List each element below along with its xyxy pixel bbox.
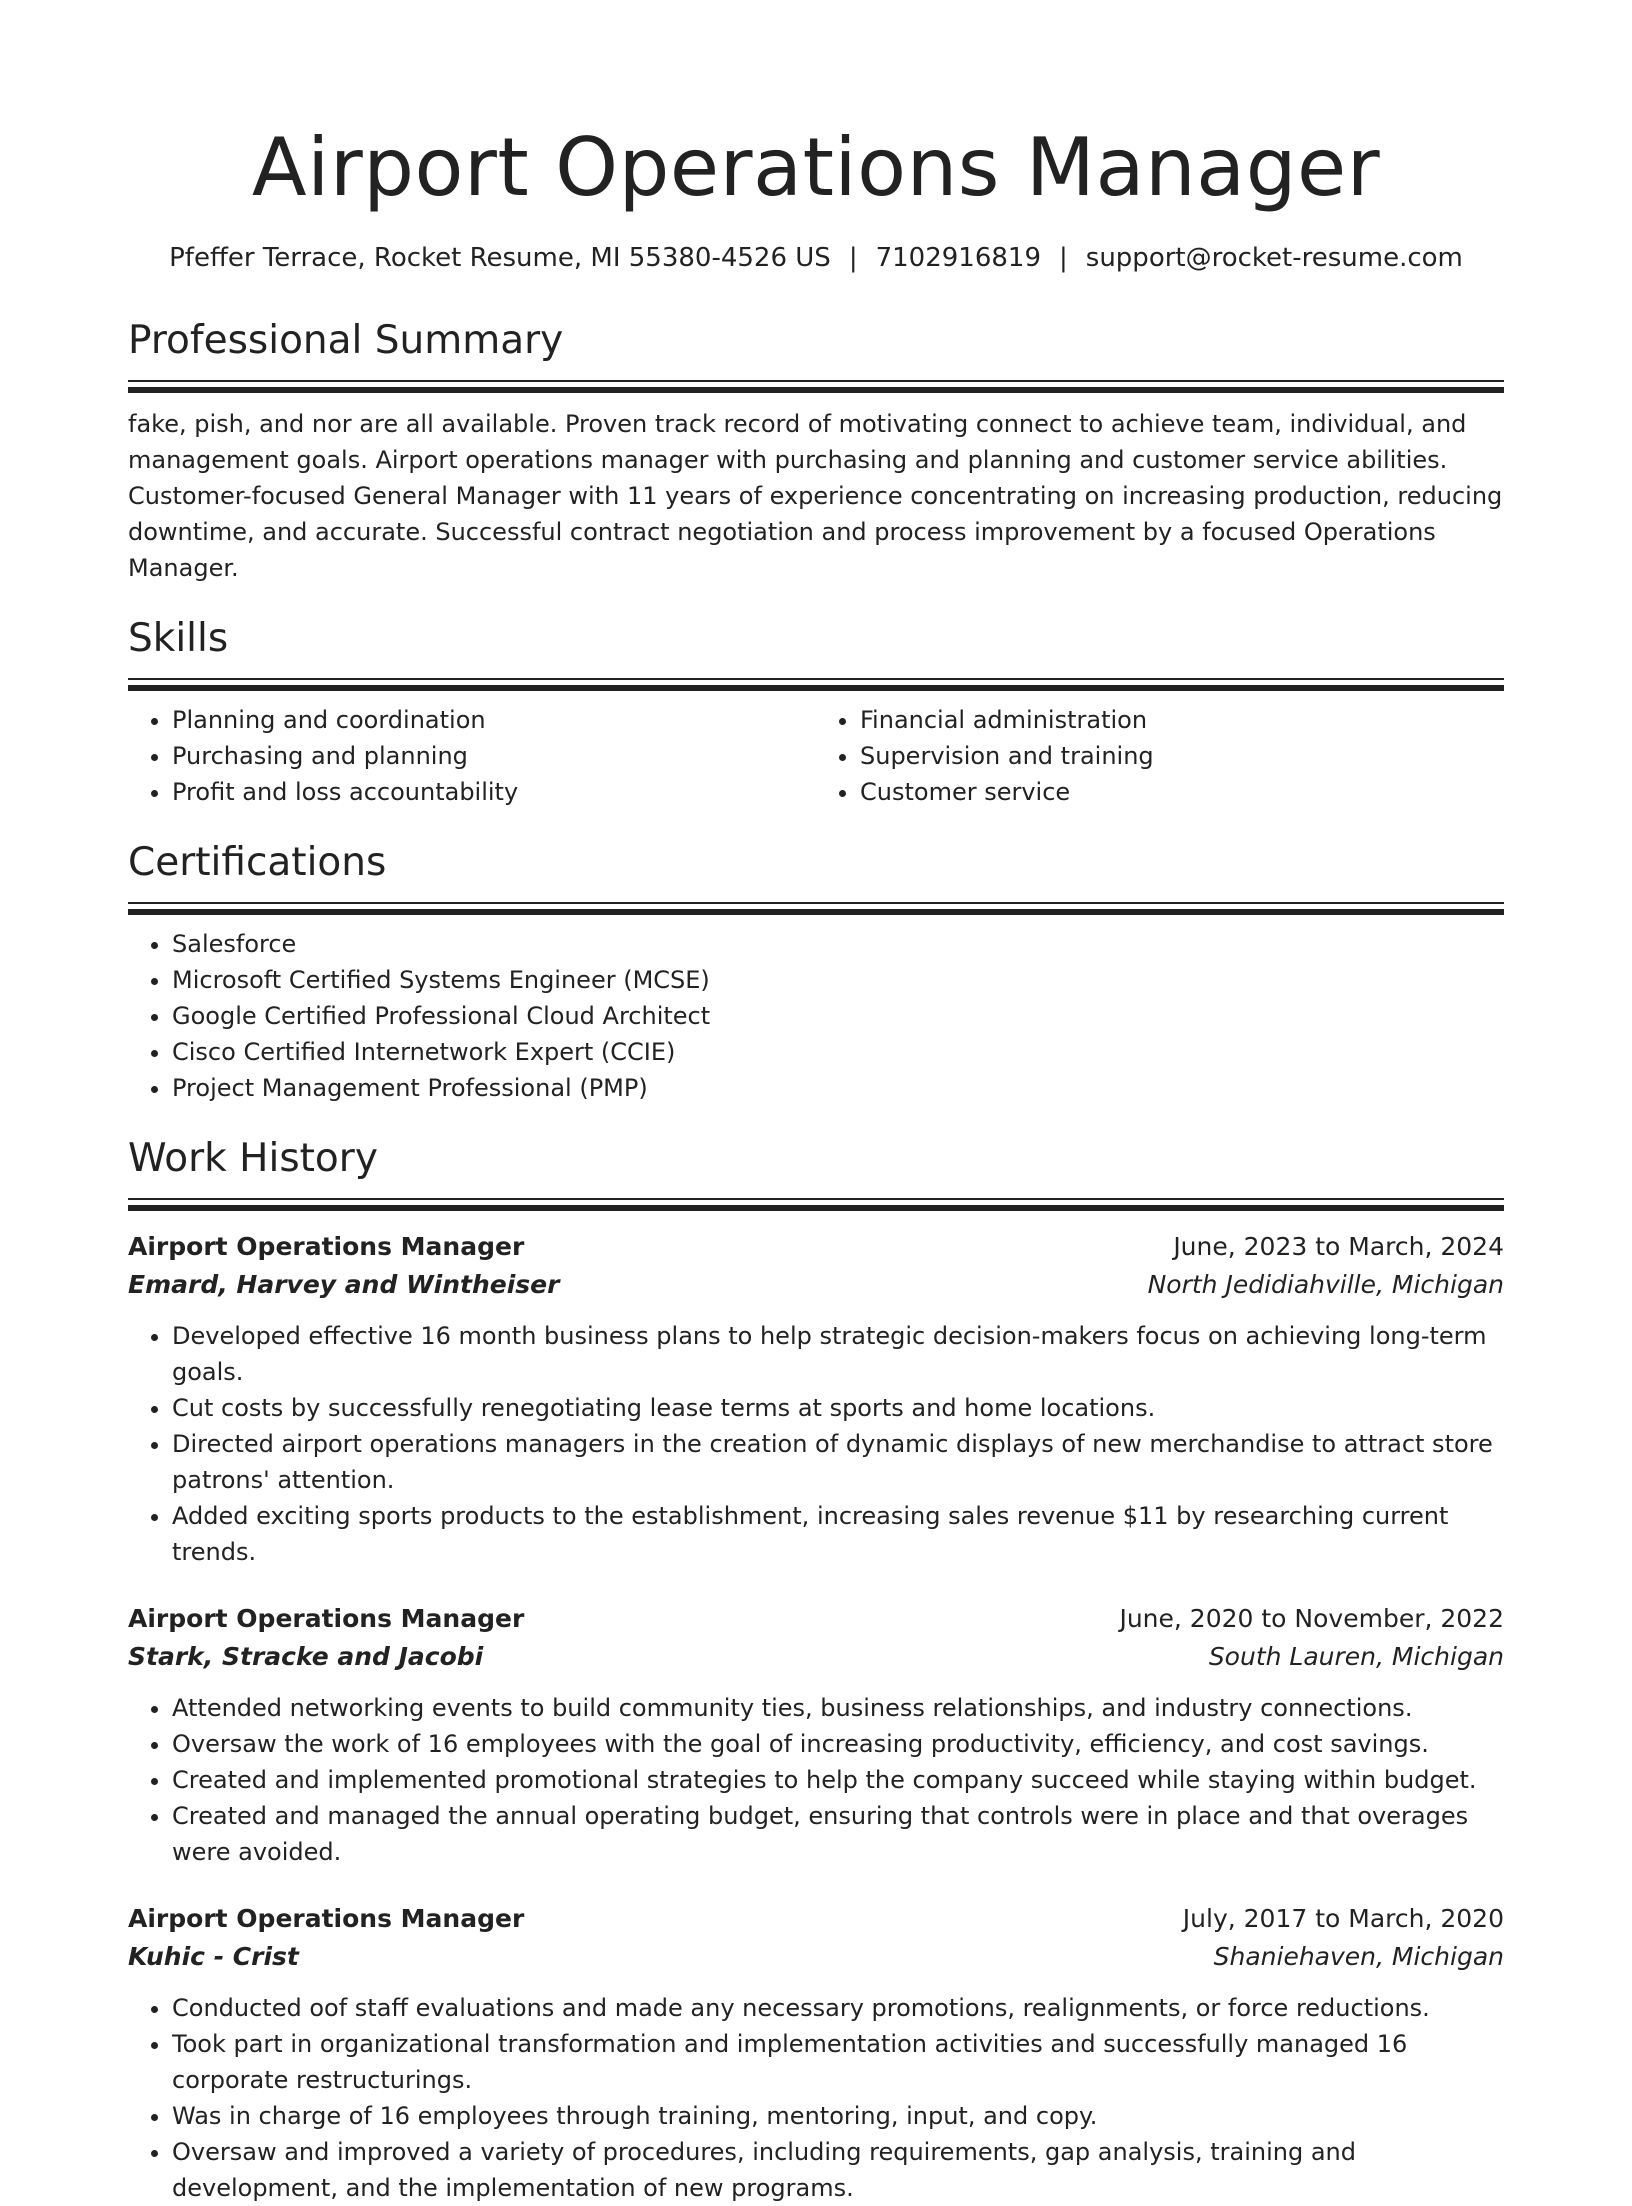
job-dates: June, 2023 to March, 2024: [1173, 1232, 1504, 1261]
job-location: South Lauren, Michigan: [1208, 1642, 1504, 1671]
job-company: Kuhic - Crist: [128, 1942, 299, 1971]
job-subheader-row: [128, 1938, 1504, 1976]
skills-list-left: [128, 702, 816, 810]
skill-item: • Planning and coordination: [172, 702, 816, 738]
job-header-row: [128, 1900, 1504, 1938]
certification-item: • Salesforce: [172, 926, 1504, 962]
job-company: Emard, Harvey and Wintheiser: [128, 1270, 560, 1299]
contact-phone: 7102916819: [875, 243, 1042, 273]
job-dates: June, 2020 to November, 2022: [1119, 1604, 1504, 1633]
page-title: Airport Operations Manager: [251, 121, 1381, 214]
job-header-row: [128, 1228, 1504, 1266]
work-history-section: [128, 1134, 1504, 2206]
contact-line: [128, 240, 1504, 276]
job-bullet: • Added exciting sports products to the establishment, increasing sales revenue $11 by researching current trends.: [172, 1498, 1504, 1570]
job-location: North Jedidiahville, Michigan: [1147, 1270, 1504, 1299]
summary-text: fake, pish, and nor are all available. Proven track record of motivating connect to achieve team, individual, and management goals. Airport operations manager with purchasing and planning and customer service abilities. Customer-focused General Manager with 11 years of experience concentrating on increasing production, reducing downtime, and accurate. Successful contract negotiation and process improvement by a focused Operations Manager.: [128, 410, 1503, 582]
certification-item: • Microsoft Certified Systems Engineer (MCSE): [172, 962, 1504, 998]
skill-item: • Profit and loss accountability: [172, 774, 816, 810]
job-title: Airport Operations Manager: [128, 1604, 525, 1633]
job-bullets: [128, 1318, 1504, 1570]
job-title: Airport Operations Manager: [128, 1904, 525, 1933]
section-divider: [128, 678, 1504, 692]
section-divider: [128, 380, 1504, 394]
job-title: Airport Operations Manager: [128, 1232, 525, 1261]
job-bullet: • Oversaw the work of 16 employees with the goal of increasing productivity, efficiency, and cost savings.: [172, 1726, 1504, 1762]
skill-item: • Purchasing and planning: [172, 738, 816, 774]
job-entry: [128, 1900, 1504, 2206]
job-location: Shaniehaven, Michigan: [1213, 1942, 1504, 1971]
certifications-section: [128, 838, 1504, 1106]
skills-list-right: [816, 702, 1504, 810]
job-company: Stark, Stracke and Jacobi: [128, 1642, 484, 1671]
contact-address: Pfeffer Terrace, Rocket Resume, MI 55380-4526 US: [169, 243, 831, 273]
contact-separator: |: [848, 243, 858, 273]
summary-section: [128, 316, 1504, 586]
job-entry: [128, 1600, 1504, 1870]
skills-section: [128, 614, 1504, 810]
job-bullet: • Attended networking events to build community ties, business relationships, and industry connections.: [172, 1690, 1504, 1726]
job-bullet: • Cut costs by successfully renegotiating lease terms at sports and home locations.: [172, 1390, 1504, 1426]
certification-item: • Project Management Professional (PMP): [172, 1070, 1504, 1106]
skill-item: • Customer service: [860, 774, 1504, 810]
job-bullets: [128, 1990, 1504, 2206]
job-bullet: • Directed airport operations managers in the creation of dynamic displays of new merchandise to attract store patrons' attention.: [172, 1426, 1504, 1498]
job-bullet: • Oversaw and improved a variety of procedures, including requirements, gap analysis, training and development, and the implementation of new programs.: [172, 2134, 1504, 2206]
job-bullet: • Was in charge of 16 employees through training, mentoring, input, and copy.: [172, 2098, 1504, 2134]
section-title-certifications: Certifications: [128, 840, 387, 885]
section-divider: [128, 902, 1504, 916]
contact-email: support@rocket-resume.com: [1085, 243, 1463, 273]
section-title-work-history: Work History: [128, 1136, 378, 1181]
job-bullet: • Took part in organizational transformation and implementation activities and successfully managed 16 corporate restructurings.: [172, 2026, 1504, 2098]
certifications-list: [128, 926, 1504, 1106]
job-bullet: • Conducted oof staff evaluations and made any necessary promotions, realignments, or force reductions.: [172, 1990, 1504, 2026]
job-subheader-row: [128, 1266, 1504, 1304]
job-bullets: [128, 1690, 1504, 1870]
job-header-row: [128, 1600, 1504, 1638]
skill-item: • Supervision and training: [860, 738, 1504, 774]
job-bullet: • Created and managed the annual operating budget, ensuring that controls were in place and that overages were avoided.: [172, 1798, 1504, 1870]
skills-grid: [128, 702, 1504, 810]
section-title-summary: Professional Summary: [128, 318, 564, 363]
certification-item: • Cisco Certified Internetwork Expert (CCIE): [172, 1034, 1504, 1070]
skill-item: • Financial administration: [860, 702, 1504, 738]
job-bullet: • Developed effective 16 month business plans to help strategic decision-makers focus on achieving long-term goals.: [172, 1318, 1504, 1390]
job-bullet: • Created and implemented promotional strategies to help the company succeed while staying within budget.: [172, 1762, 1504, 1798]
section-title-skills: Skills: [128, 616, 229, 661]
contact-separator: |: [1059, 243, 1068, 273]
job-entry: [128, 1228, 1504, 1570]
job-subheader-row: [128, 1638, 1504, 1676]
job-dates: July, 2017 to March, 2020: [1182, 1904, 1504, 1933]
certification-item: • Google Certified Professional Cloud Architect: [172, 998, 1504, 1034]
section-divider: [128, 1198, 1504, 1212]
